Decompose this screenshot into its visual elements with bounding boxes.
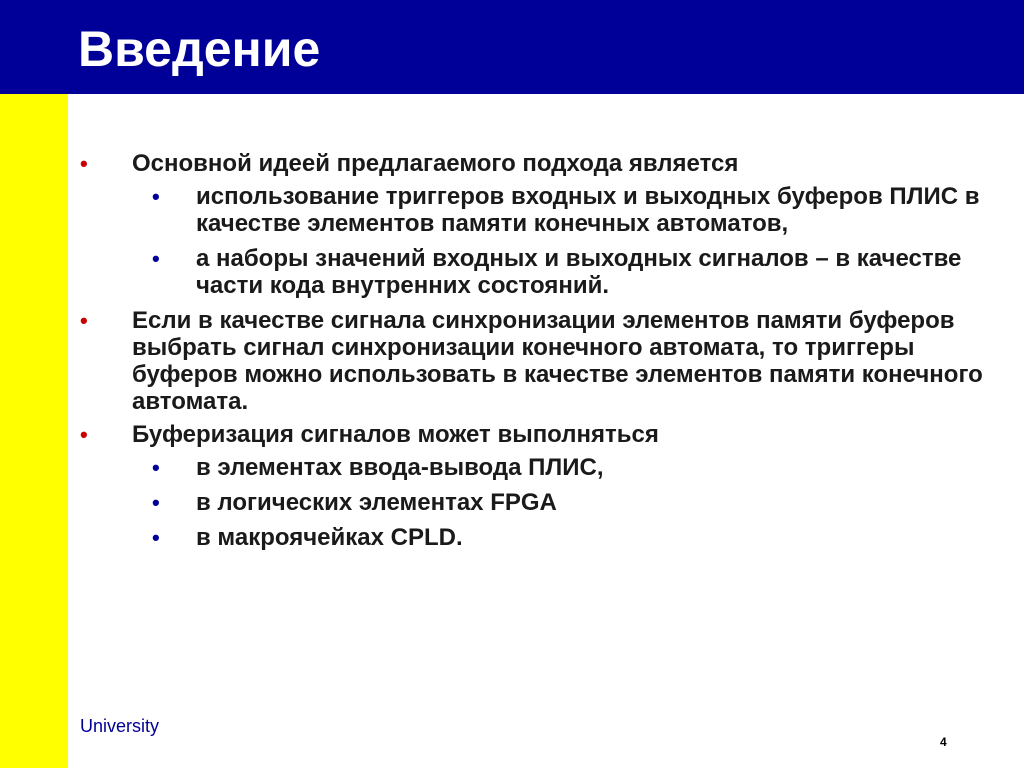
slide-title: Введение xyxy=(78,21,321,77)
page-number: 4 xyxy=(940,735,947,749)
sub-bullet-item xyxy=(80,454,990,481)
bullet-item xyxy=(80,307,990,415)
sub-bullet-item xyxy=(80,245,990,299)
bullet-icon: • xyxy=(80,422,88,447)
bullet-item xyxy=(80,421,990,448)
slide-content xyxy=(80,150,990,559)
sub-bullet-item xyxy=(80,524,990,551)
side-stripe xyxy=(0,94,68,768)
sub-bullet-text: в элементах ввода-вывода ПЛИС, xyxy=(196,454,604,481)
sub-bullet-text: в макроячейках CPLD. xyxy=(196,524,463,551)
bullet-icon: • xyxy=(80,308,88,333)
bullet-icon: • xyxy=(80,151,88,176)
sub-bullet-icon: • xyxy=(152,455,160,480)
sub-bullet-icon: • xyxy=(152,184,160,209)
bullet-text: Основной идеей предлагаемого подхода является xyxy=(132,150,739,177)
footer-university: University xyxy=(80,716,160,736)
title-bar xyxy=(0,0,1024,94)
sub-bullet-icon: • xyxy=(152,525,160,550)
sub-bullet-text: в логических элементах FPGA xyxy=(196,489,557,516)
bullet-text: Если в качестве сигнала синхронизации элементов памяти буферов выбрать сигнал синхронизации конечного автомата, то триггеры буферов можно использовать в качестве элементов памяти конечного автомата. xyxy=(132,307,983,415)
sub-bullet-text: использование триггеров входных и выходных буферов ПЛИС в качестве элементов памяти конечных автоматов, xyxy=(196,183,980,237)
bullet-item xyxy=(80,150,990,177)
sub-bullet-item xyxy=(80,489,990,516)
sub-bullet-icon: • xyxy=(152,246,160,271)
sub-bullet-item xyxy=(80,183,990,237)
sub-bullet-icon: • xyxy=(152,490,160,515)
sub-bullet-text: а наборы значений входных и выходных сигналов – в качестве части кода внутренних состояний. xyxy=(196,245,962,299)
bullet-text: Буферизация сигналов может выполняться xyxy=(132,421,659,448)
